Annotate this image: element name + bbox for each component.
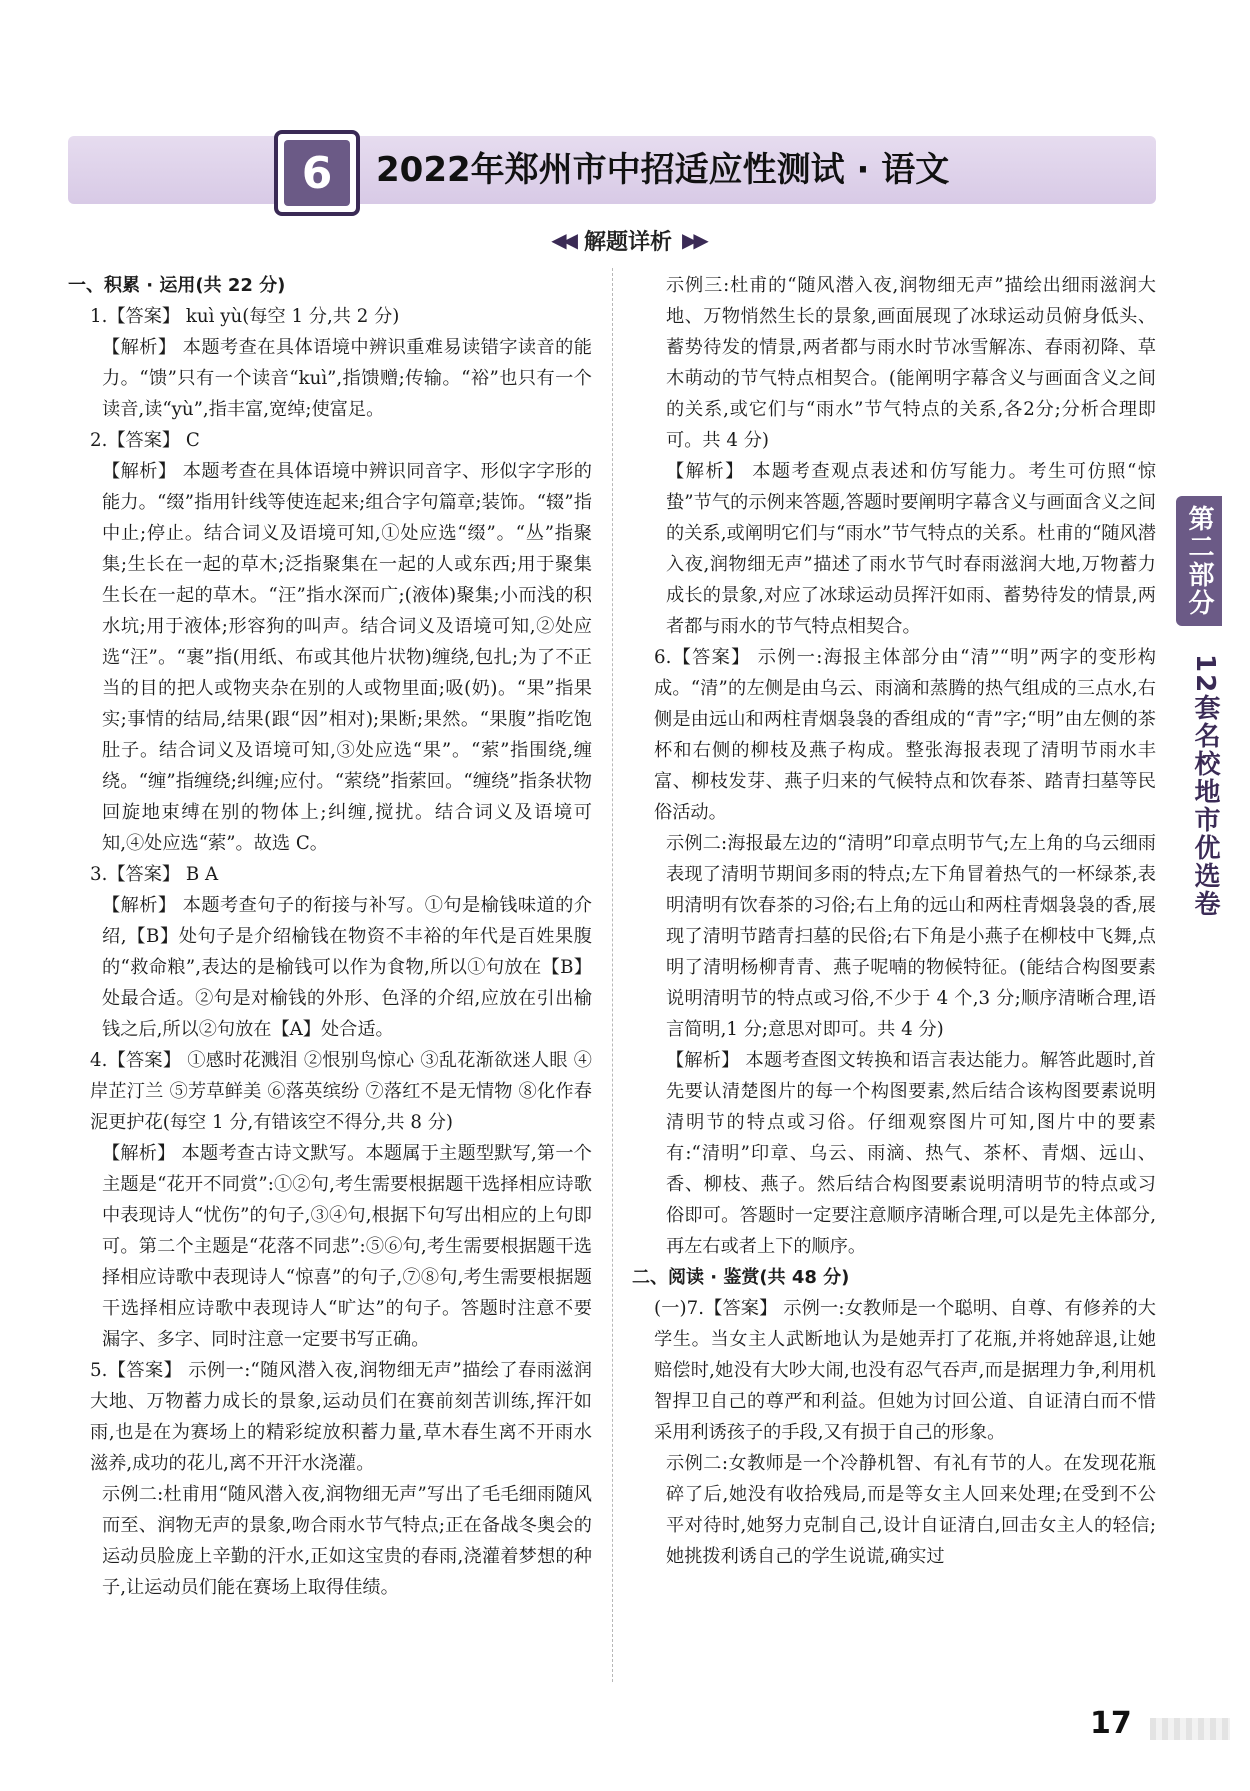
answer-paragraph: 【解析】 本题考查观点表述和仿写能力。考生可仿照“惊蛰”节气的示例来答题,答题时要阐明字幕含义与画面含义之间的关系,或阐明它们与“雨水”节气特点的关系。杜甫的“随风潜入夜,润物细无声”描述了雨水节气时春雨滋润大地,万物蓄力成长的景象,对应了冰球运动员挥汗如雨、蓄势待发的情景,两者都与雨水的节气特点相契合。	[666, 461, 1156, 637]
answer-paragraph: 2.【答案】 C	[90, 430, 200, 451]
answer-paragraph: 示例二:女教师是一个冷静机智、有礼有节的人。在发现花瓶碎了后,她没有收拾残局,而是等女主人回来处理;在受到不公平对待时,她努力克制自己,设计自证清白,回击女主人的轻信;她挑拨利诱自己的学生说谎,确实过	[666, 1453, 1156, 1567]
answer-paragraph: 示例二:海报最左边的“清明”印章点明节气;左上角的乌云细雨表现了清明节期间多雨的特点;左下角冒着热气的一杯绿茶,表明清明有饮春茶的习俗;右上角的远山和两柱青烟袅袅的香,展现了清明节踏青扫墓的民俗;右下角是小燕子在柳枝中飞舞,点明了清明杨柳青青、燕子呢喃的物候特征。(能结合构图要素说明清明节的特点或习俗,不少于 4 个,3 分;顺序清晰合理,语言简明,1 分;意思对即可。共 4 分)	[666, 833, 1156, 1040]
page-title: 2022年郑州市中招适应性测试 · 语文	[376, 150, 950, 190]
part-tab: 第二部分	[1176, 496, 1222, 626]
answer-paragraph: 【解析】 本题考查在具体语境中辨识重难易读错字读音的能力。“馈”只有一个读音“kuì”,指馈赠;传输。“裕”也只有一个读音,读“yù”,指丰富,宽绰;使富足。	[102, 337, 592, 420]
set-number: 6	[284, 140, 350, 206]
subtitle-text: 解题详析	[583, 229, 672, 255]
answer-paragraph: 【解析】 本题考查句子的衔接与补写。①句是榆钱味道的介绍,【B】处句子是介绍榆钱在物资不丰裕的年代是百姓果腹的“救命粮”,表达的是榆钱可以作为食物,所以①句放在【B】处最合适。②句是对榆钱的外形、色泽的介绍,应放在引出榆钱之后,所以②句放在【A】处合适。	[102, 895, 592, 1040]
left-column	[68, 270, 592, 1603]
column-divider	[612, 268, 613, 1682]
answer-paragraph: 5.【答案】 示例一:“随风潜入夜,润物细无声”描绘了春雨滋润大地、万物蓄力成长的景象,运动员们在赛前刻苦训练,挥汗如雨,也是在为赛场上的精彩绽放积蓄力量,草木春生离不开雨水滋养,成功的花儿,离不开汗水浇灌。	[90, 1360, 592, 1474]
set-number-badge	[274, 130, 360, 216]
answer-paragraph: 示例三:杜甫的“随风潜入夜,润物细无声”描绘出细雨滋润大地、万物悄然生长的景象,画面展现了冰球运动员俯身低头、蓄势待发的情景,两者都与雨水时节冰雪解冻、春雨初降、草木萌动的节气特点相契合。(能阐明字幕含义与画面含义之间的关系,或它们与“雨水”节气特点的关系,各2分;分析合理即可。共 4 分)	[666, 275, 1156, 451]
answer-paragraph: 4.【答案】 ①感时花溅泪 ②恨别鸟惊心 ③乱花渐欲迷人眼 ④岸芷汀兰 ⑤芳草鲜美 ⑥落英缤纷 ⑦落红不是无情物 ⑧化作春泥更护花(每空 1 分,有错该空不得分,共 8 分)	[90, 1050, 592, 1133]
answer-paragraph: 【解析】 本题考查古诗文默写。本题属于主题型默写,第一个主题是“花开不同赏”:①②句,考生需要根据题干选择相应诗歌中表现诗人“忧伤”的句子,③④句,根据下句写出相应的上句即可。第二个主题是“花落不同悲”:⑤⑥句,考生需要根据题干选择相应诗歌中表现诗人“惊喜”的句子,⑦⑧句,考生需要根据题干选择相应诗歌中表现诗人“旷达”的句子。答题时注意不要漏字、多字、同时注意一定要书写正确。	[102, 1143, 592, 1350]
right-column	[632, 270, 1156, 1572]
answer-paragraph: 3.【答案】 B A	[90, 864, 219, 885]
page-number: 17	[1090, 1706, 1132, 1741]
page-edge-marker	[1150, 1718, 1230, 1740]
section-heading: 一、积累 · 运用(共 22 分)	[68, 275, 286, 296]
answer-paragraph: 示例二:杜甫用“随风潜入夜,润物细无声”写出了毛毛细雨随风而至、润物无声的景象,吻合雨水节气特点;正在备战冬奥会的运动员脸庞上辛勤的汗水,正如这宝贵的春雨,浇灌着梦想的种子,让运动员们能在赛场上取得佳绩。	[102, 1484, 592, 1598]
answer-paragraph: 【解析】 本题考查在具体语境中辨识同音字、形似字字形的能力。“缀”指用针线等使连起来;组合字句篇章;装饰。“辍”指中止;停止。结合词义及语境可知,①处应选“缀”。“丛”指聚集;生长在一起的草木;泛指聚集在一起的人或东西;用于聚集生长在一起的草木。“汪”指水深而广;(液体)聚集;小而浅的积水坑;用于液体;形容狗的叫声。结合词义及语境可知,②处应选“汪”。“裹”指(用纸、布或其他片状物)缠绕,包扎;为了不正当的目的把人或物夹杂在别的人或物里面;吸(奶)。“果”指果实;事情的结局,结果(跟“因”相对);果断;果然。“果腹”指吃饱肚子。结合词义及语境可知,③处应选“果”。“萦”指围绕,缠绕。“缠”指缠绕;纠缠;应付。“萦绕”指萦回。“缠绕”指条状物回旋地束缚在别的物体上;纠缠,搅扰。结合词义及语境可知,④处应选“萦”。故选 C。	[102, 461, 592, 854]
answer-paragraph: 1.【答案】 kuì yù(每空 1 分,共 2 分)	[90, 306, 400, 327]
section-subtitle	[520, 224, 736, 256]
answer-paragraph: 【解析】 本题考查图文转换和语言表达能力。解答此题时,首先要认清楚图片的每一个构图要素,然后结合该构图要素说明清明节的特点或习俗。仔细观察图片可知,图片中的要素有:“清明”印章、乌云、雨滴、热气、茶杯、青烟、远山、香、柳枝、燕子。然后结合构图要素说明清明节的特点或习俗即可。答题时一定要注意顺序清晰合理,可以是先主体部分,再左右或者上下的顺序。	[666, 1050, 1156, 1257]
series-label: 12套名校地市优选卷	[1190, 653, 1220, 919]
answer-paragraph: (一)7.【答案】 示例一:女教师是一个聪明、自尊、有修养的大学生。当女主人武断地认为是她弄打了花瓶,并将她辞退,让她赔偿时,她没有大吵大闹,也没有忍气吞声,而是据理力争,利用机智捍卫自己的尊严和利益。但她为讨回公道、自证清白而不惜采用利诱孩子的手段,又有损于自己的形象。	[654, 1298, 1156, 1443]
section-heading: 二、阅读 · 鉴赏(共 48 分)	[632, 1267, 850, 1288]
answer-paragraph: 6.【答案】 示例一:海报主体部分由“清”“明”两字的变形构成。“清”的左侧是由乌云、雨滴和蒸腾的热气组成的三点水,右侧是由远山和两柱青烟袅袅的香组成的“青”字;“明”由左侧的茶杯和右侧的柳枝及燕子构成。整张海报表现了清明节雨水丰富、柳枝发芽、燕子归来的气候特点和饮春茶、踏青扫墓等民俗活动。	[654, 647, 1156, 823]
double-chevron-left-icon: ◀◀	[551, 228, 574, 252]
double-chevron-right-icon: ▶▶	[682, 228, 705, 252]
